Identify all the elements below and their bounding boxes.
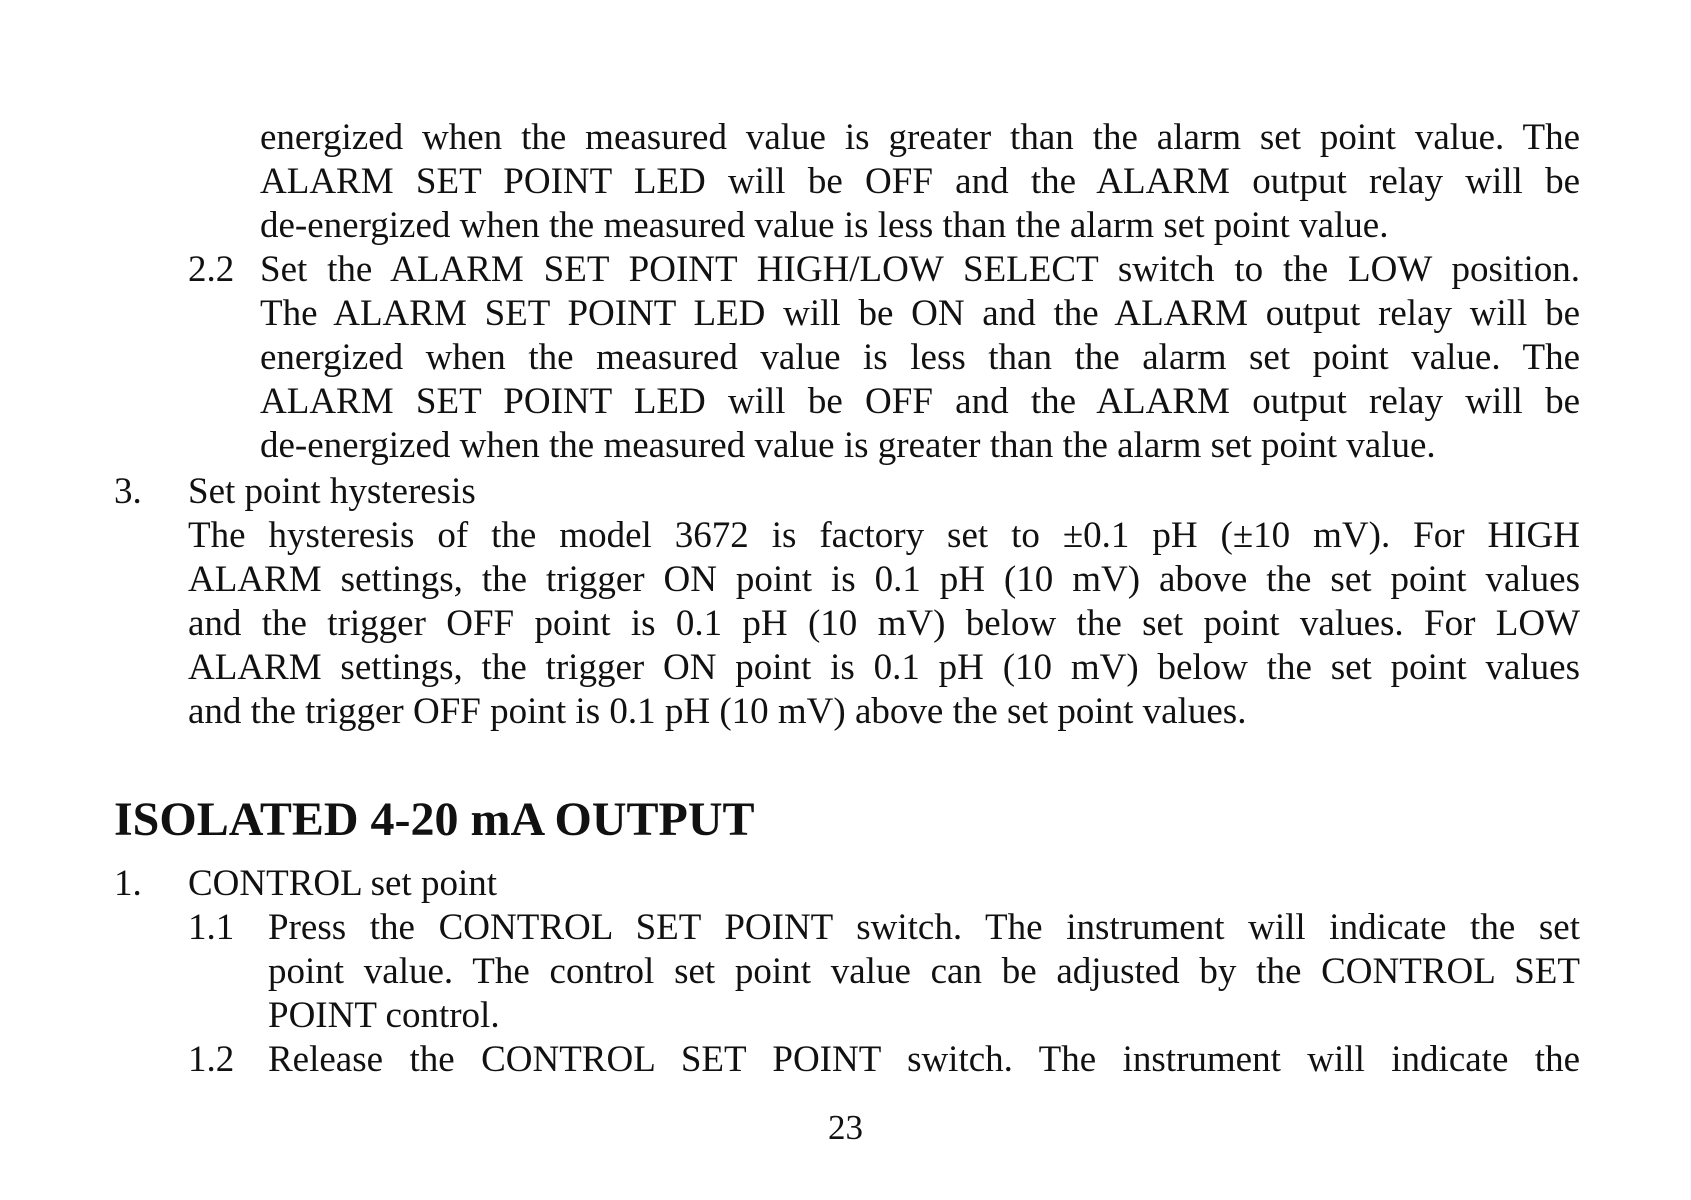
text-line: The ALARM SET POINT LED will be ON and the ALARM output relay will be xyxy=(260,293,1580,334)
item-number: 1.2 xyxy=(188,1039,235,1080)
text-line: Press the CONTROL SET POINT switch. The instrument will indicate the set xyxy=(268,907,1580,948)
item-title: Set point hysteresis xyxy=(188,471,476,512)
text-line: The hysteresis of the model 3672 is factory set to ±0.1 pH (±10 mV). For HIGH xyxy=(188,515,1580,556)
text-line: ALARM SET POINT LED will be OFF and the ALARM output relay will be xyxy=(260,161,1580,202)
item-number: 3. xyxy=(114,471,142,512)
item-number: 2.2 xyxy=(188,249,235,290)
item-number: 1. xyxy=(114,863,142,904)
item-title: CONTROL set point xyxy=(188,863,498,904)
text-line: energized when the measured value is less than the alarm set point value. The xyxy=(260,337,1580,378)
text-line: POINT control. xyxy=(268,995,500,1036)
item-number: 1.1 xyxy=(188,907,235,948)
page-number: 23 xyxy=(828,1108,863,1147)
text-line: Release the CONTROL SET POINT switch. The instrument will indicate the xyxy=(268,1039,1580,1080)
text-line: Set the ALARM SET POINT HIGH/LOW SELECT switch to the LOW position. xyxy=(260,249,1580,290)
text-line: energized when the measured value is greater than the alarm set point value. The xyxy=(260,117,1580,158)
text-line: de-energized when the measured value is greater than the alarm set point value. xyxy=(260,425,1436,466)
text-line: point value. The control set point value can be adjusted by the CONTROL SET xyxy=(268,951,1580,992)
text-line: de-energized when the measured value is less than the alarm set point value. xyxy=(260,205,1389,246)
text-line: ALARM settings, the trigger ON point is 0.1 pH (10 mV) above the set point values xyxy=(188,559,1580,600)
text-line: and the trigger OFF point is 0.1 pH (10 mV) above the set point values. xyxy=(188,691,1247,732)
text-line: and the trigger OFF point is 0.1 pH (10 mV) below the set point values. For LOW xyxy=(188,603,1580,644)
section-heading: ISOLATED 4-20 mA OUTPUT xyxy=(114,793,755,846)
text-line: ALARM settings, the trigger ON point is 0.1 pH (10 mV) below the set point values xyxy=(188,647,1580,688)
text-line: ALARM SET POINT LED will be OFF and the ALARM output relay will be xyxy=(260,381,1580,422)
